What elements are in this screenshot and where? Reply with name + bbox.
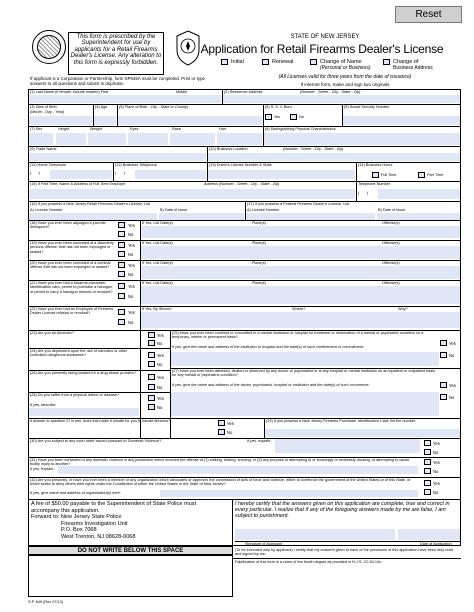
q27-hint: If yes, give the name and address of the doctor, psychiatrist, hospital or institution and the date(s) of such occurrence. <box>172 383 370 387</box>
q25-yes-label: Yes <box>449 341 456 346</box>
fed-license-label: (17) If you possess a Federal Firearms Dealer's License, List <box>247 202 350 206</box>
q28b-yes-checkbox[interactable] <box>218 420 225 426</box>
nj-license-label: (16) If you possess a New Jersey Retail Firearms Dealer's License, List <box>30 202 150 206</box>
q22-bywhom-label: If Yes, By Whom? <box>142 307 172 311</box>
nj-license-num-field[interactable] <box>29 213 157 220</box>
drivers-license-label: (13) Driver's License Number & State <box>209 163 272 167</box>
q30-yes-checkbox[interactable] <box>424 440 431 446</box>
q30-yes-label: Yes <box>433 441 440 446</box>
q21-detail-field[interactable] <box>141 286 460 304</box>
physical-field[interactable] <box>264 133 460 145</box>
q19-yes-checkbox[interactable] <box>118 242 125 248</box>
usc-no-label: No <box>299 115 304 119</box>
change-name-checkbox[interactable] <box>310 59 317 65</box>
q25-detail-field[interactable] <box>171 352 439 366</box>
trade-name-label: (9) Trade Name <box>30 147 57 151</box>
instructions-left: If applicant is a Corporation or Partnership, form SP649A must be completed. Print or type answers to all questions and submit in duplicate. <box>30 76 205 87</box>
business-tel-label: (12) Business Telephone <box>115 163 157 167</box>
usc-yes-checkbox[interactable] <box>265 114 272 120</box>
employer-tel-label: Telephone Number <box>358 182 391 186</box>
q21-place-label: Place(s) <box>252 281 266 285</box>
age-field[interactable] <box>94 116 116 125</box>
q22-why-label: Why? <box>398 307 408 311</box>
license-validity-note: (All Licenses valid for three years from the date of issuance) <box>278 74 412 80</box>
employer-field[interactable] <box>29 189 355 199</box>
height-label: Height <box>58 127 69 131</box>
form-title: Application for Retail Firearms Dealer's License <box>200 42 444 56</box>
fee-line-2: accompany this application. <box>31 507 100 514</box>
q23-no-label: No <box>157 341 163 346</box>
nj-license-num-label: A) License Number <box>30 208 63 212</box>
q28b-no-label: No <box>227 430 233 435</box>
state-heading: STATE OF NEW JERSEY <box>290 34 360 40</box>
change-name-sub: (Personal or Business) <box>320 65 371 71</box>
q18-offense-label: Offense(s) <box>382 221 400 225</box>
q32-no-label: No <box>433 490 439 495</box>
employer-tel-field[interactable] <box>378 189 460 199</box>
q20-offense-label: Offense(s) <box>382 261 400 265</box>
business-location-field[interactable] <box>208 153 460 161</box>
name-field[interactable] <box>29 95 221 103</box>
q32-no-checkbox[interactable] <box>424 489 431 495</box>
q26-no-checkbox[interactable] <box>148 384 155 390</box>
q18-no-checkbox[interactable] <box>118 231 125 237</box>
q22-no-checkbox[interactable] <box>118 319 125 325</box>
full-time-label: Full Time <box>381 173 397 177</box>
internet-form-note: If internet form, make and sign two originals <box>300 82 390 87</box>
fee-line-5: P.O. Box 7068 <box>61 527 97 534</box>
q31-hint: If yes, explain: <box>30 467 55 471</box>
q18-no-label: No <box>128 232 134 237</box>
q20-detail-field[interactable] <box>141 266 460 279</box>
falsification-text: Falsification of this form is a crime of the fourth degree as provided in N.J.S. 2C:39-10c. <box>235 560 383 564</box>
q28-no-checkbox[interactable] <box>148 404 155 410</box>
home-tel-label: (11) Home Telephone <box>30 163 67 167</box>
q24-yes-label: Yes <box>157 353 164 358</box>
q31-no-checkbox[interactable] <box>424 468 431 474</box>
certify-text: I hereby certify that the answers given on this application are complete, true and correct in every particular. I realize that if any of the foregoing answers made by me are false, I am subject to punishment. <box>235 501 450 520</box>
residence-field[interactable] <box>223 95 460 103</box>
business-tel-field[interactable] <box>135 170 206 179</box>
q22-detail-field[interactable] <box>141 312 460 328</box>
signature-field[interactable] <box>235 529 395 540</box>
q19-text: (19) Have you ever been convicted of a disorderly persons offense, that has not been expunged or sealed? <box>30 241 114 254</box>
renewal-checkbox[interactable] <box>262 59 269 65</box>
q21-no-label: No <box>128 294 134 299</box>
do-not-write-bar <box>28 546 233 555</box>
q31-yes-checkbox[interactable] <box>424 459 431 465</box>
q31-no-label: No <box>433 469 439 474</box>
q27-no-checkbox[interactable] <box>440 394 447 400</box>
q28-hint: If yes, describe <box>30 403 56 407</box>
q20-place-label: Place(s) <box>252 261 266 265</box>
q19-yes-label: Yes <box>128 243 135 248</box>
q22-where-label: Where? <box>292 307 306 311</box>
fee-line-1: A fee of $50.00 payable to the Superintendent of State Police must <box>31 501 197 507</box>
eyes-field[interactable] <box>128 133 168 145</box>
q29-text: (29) If you possess a New Jersey Firearms Purchaser Identification Card, list the number. <box>266 419 417 423</box>
q23-yes-checkbox[interactable] <box>148 332 155 338</box>
warning-box <box>68 32 164 75</box>
q18-detail-field[interactable] <box>141 226 460 238</box>
home-tel-field[interactable] <box>50 170 112 179</box>
q24-no-label: No <box>157 362 163 367</box>
q28-no-label: No <box>157 405 163 410</box>
q28-text: (28) Do you suffer from a physical defect or disease? <box>30 393 119 397</box>
q27-text: (27) Have you ever been attended, treated or observed by any doctor or psychiatrist or at any hospital or mental institution on an inpatient or outpatient basis for any mental or psychiatric condition? <box>172 369 435 378</box>
change-address-checkbox[interactable] <box>383 59 390 65</box>
fed-license-num-field[interactable] <box>246 213 375 220</box>
q26-yes-checkbox[interactable] <box>148 374 155 380</box>
q20-yes-label: Yes <box>128 263 135 268</box>
q27-no-label: No <box>449 395 455 400</box>
reset-button[interactable]: Reset <box>395 6 462 23</box>
fed-license-num-label: A) License Number <box>247 208 280 212</box>
q28b-yes-label: Yes <box>227 421 234 426</box>
q19-place-label: Place(s) <box>252 241 266 245</box>
q22-text: (22) Have you ever had an Employee of Firearms Dealer License refused or revoked? <box>30 307 114 316</box>
date-field[interactable] <box>398 529 460 540</box>
usc-yes-label: Yes <box>274 115 281 119</box>
ssn-field[interactable] <box>343 116 460 125</box>
q28-yes-label: Yes <box>157 396 164 401</box>
usc-no-checkbox[interactable] <box>290 114 297 120</box>
usc-label: (6) S. S. C Born <box>265 105 292 109</box>
date-label: Date of Application <box>420 542 452 546</box>
initial-label: Initial <box>231 59 244 65</box>
ssn-label: (9) Social Security Number <box>344 105 390 109</box>
form-number: S.P. 649 (Rev 07/13) <box>28 600 63 604</box>
q22-no-label: No <box>128 320 134 325</box>
signature-label: Signature of Applicant <box>245 542 282 546</box>
change-name-label: Change of Name <box>320 59 362 65</box>
business-location-label: (10) Business Location <box>209 147 248 151</box>
height-field[interactable] <box>56 133 86 145</box>
fed-license-date-label: B) Date of Issue <box>378 208 406 212</box>
q27-detail-field[interactable] <box>171 392 439 416</box>
q30-hint: If yes, explain: <box>247 439 272 443</box>
residence-hint: (Number - Street - City - State - Zip) <box>300 90 361 94</box>
q19-detail-field[interactable] <box>141 246 460 259</box>
q20-yes-checkbox[interactable] <box>118 262 125 268</box>
q18-date-label: If Yes, List Date(s) <box>142 221 173 225</box>
q32-yes-label: Yes <box>433 481 440 486</box>
drivers-license-field[interactable] <box>208 170 355 179</box>
state-seal <box>32 30 66 64</box>
renewal-label: Renewal <box>272 59 294 65</box>
middle-label: Middle <box>176 90 188 94</box>
q30-text: (30) Are you subject to any court order issued pursuant to Domestic Violence? <box>30 439 162 443</box>
pob-label: (5) Place of Birth - City - State or County) <box>119 105 189 109</box>
dob-field[interactable] <box>29 116 92 125</box>
physical-label: (8) Distinguishing Physical Characteristics <box>265 127 336 131</box>
q25-hint: If yes, give the name and address of the institution or hospital and the date(s) of such confinement or commitment. <box>172 345 365 349</box>
sex-label: (7) Sex <box>30 127 43 131</box>
q26-no-label: No <box>157 385 163 390</box>
q23-yes-label: Yes <box>157 333 164 338</box>
q25-no-label: No <box>449 353 455 358</box>
q19-date-label: If Yes, List Date(s) <box>142 241 173 245</box>
q31-detail-field[interactable] <box>58 466 418 474</box>
race-field[interactable] <box>170 133 215 145</box>
weight-field[interactable] <box>88 133 126 145</box>
fee-block <box>31 501 196 541</box>
q21-yes-checkbox[interactable] <box>118 283 125 289</box>
fee-line-4: Firearms Investigation Unit <box>61 520 128 527</box>
race-label: Race <box>172 127 181 131</box>
q32-detail-field[interactable] <box>160 490 418 497</box>
q19-no-label: No <box>128 252 134 257</box>
pob-field[interactable] <box>118 116 262 125</box>
q20-no-checkbox[interactable] <box>118 271 125 277</box>
last-name-label: (1) Last Name (if female, include maiden) First <box>30 90 109 94</box>
q27-yes-label: Yes <box>449 383 456 388</box>
q26-text: (26) Are you presently being treated for a drug abuse problem? <box>30 371 136 375</box>
age-label: (4) Age <box>95 105 108 109</box>
q30-no-label: No <box>433 450 439 455</box>
residence-label: (2) Residence Address <box>224 90 263 94</box>
change-address-label: Change of <box>393 59 419 65</box>
q21-text: (21) Have you ever had a firearms purchaser identification card, permit to purchase a handgun, or permit to carry a handgun refused or revoked? <box>30 281 114 294</box>
change-address-sub: Business Address <box>393 65 433 71</box>
hair-field[interactable] <box>217 133 262 145</box>
q20-date-label: If Yes, List Date(s) <box>142 261 173 265</box>
office-use-box <box>28 555 233 597</box>
q32-yes-checkbox[interactable] <box>424 480 431 486</box>
fee-line-3: Forward to: New Jersey State Police <box>31 514 122 521</box>
hair-label: Hair <box>219 127 226 131</box>
dob-hint: (Month - Day - Year) <box>30 110 65 114</box>
q19-no-checkbox[interactable] <box>118 251 125 257</box>
eyes-label: Eyes <box>130 127 139 131</box>
q23-text: (23) Are you an Alcoholic? <box>30 331 75 335</box>
nj-license-date-label: B) Date of Issue <box>160 208 188 212</box>
q19-offense-label: Offense(s) <box>382 241 400 245</box>
q29-field[interactable] <box>265 429 460 437</box>
business-hours-label: (14) Business Hours <box>358 163 393 167</box>
initial-checkbox[interactable] <box>221 59 228 65</box>
q25-yes-checkbox[interactable] <box>440 340 447 346</box>
q21-offense-label: Offense(s) <box>382 281 400 285</box>
q32-hint: If yes, give name and address of organization(s) here: <box>30 491 121 495</box>
q18-place-label: Place(s) <box>252 221 266 225</box>
sex-field[interactable] <box>29 133 53 145</box>
q31-text: (31) Have you been convicted of any domestic violence in any jurisdiction which involved the offense of (1) striking, kicking, shoving, or (2) any purpose or attempting to or knowingly or recklessly causing, or attempting to cause bodily injury to another? <box>30 458 410 467</box>
q28-yes-checkbox[interactable] <box>148 395 155 401</box>
q24-text: (24) Are you dependent upon the use of narcotics or other controlled dangerous substance? <box>30 349 128 358</box>
trade-name-field[interactable] <box>29 153 206 161</box>
business-location-hint: (Number - Street - City - State - Zip) <box>283 147 344 151</box>
fed-license-date-field[interactable] <box>377 213 460 220</box>
do-not-write-label: DO NOT WRITE BELOW THIS SPACE <box>77 548 184 554</box>
q28b-no-checkbox[interactable] <box>218 429 225 435</box>
weight-label: Weight <box>90 127 102 131</box>
q22-yes-label: Yes <box>128 310 135 315</box>
q21-yes-label: Yes <box>128 284 135 289</box>
q20-no-label: No <box>128 272 134 277</box>
fee-line-6: West Trenton, NJ 08628-0068 <box>61 533 136 540</box>
q26-yes-label: Yes <box>157 375 164 380</box>
q22-yes-checkbox[interactable] <box>118 309 125 315</box>
q30-detail-field[interactable] <box>275 439 420 453</box>
q21-date-label: If Yes, List Date(s) <box>142 281 173 285</box>
part-time-label: Part Time <box>427 173 444 177</box>
q32-text: (32) Are you presently, or have you ever been a member of any organization which advocates or approves the commission of acts of force and violence, either to overthrow the government of the United States or of this State, or which seeks to deny others their rights under the Constitution of either the United States or the State of New Jersey? <box>30 478 411 487</box>
q25-no-checkbox[interactable] <box>440 352 447 358</box>
dob-label: (3) Date of Birth <box>30 105 57 109</box>
sworn-text: (To be executed only by applicant) I certify that my answers given to each of the provisions of this application have been duly read and signed by me. <box>235 548 453 557</box>
q25-text: (25) Have you ever been confined or committed to a mental institution or hospital for treatment or observation of a mental or psychiatric condition on a temporary, interim or permanent basis? <box>172 331 424 340</box>
q31-yes-label: Yes <box>433 460 440 465</box>
q18-yes-checkbox[interactable] <box>118 222 125 228</box>
warning-text: This form is prescribed by the Superintendent for use by applicants for a Retail Firearms Dealer's License. Any alteration to this form is expressly forbidden. <box>70 34 162 66</box>
q18-yes-label: Yes <box>128 223 135 228</box>
q28-detail-field[interactable] <box>29 408 139 416</box>
employer-address-hint: Address (Number - Street - City - State - Zip) <box>204 182 280 186</box>
q30-no-checkbox[interactable] <box>424 449 431 455</box>
q24-yes-checkbox[interactable] <box>148 352 155 358</box>
q23-no-checkbox[interactable] <box>148 340 155 346</box>
nj-license-date-field[interactable] <box>159 213 244 220</box>
q24-no-checkbox[interactable] <box>148 361 155 367</box>
part-time-checkbox[interactable] <box>418 172 425 178</box>
q21-no-checkbox[interactable] <box>118 293 125 299</box>
q27-yes-checkbox[interactable] <box>440 382 447 388</box>
q20-text: (20) Have you ever been convicted of a criminal offense that has not been expunged or sealed? <box>30 261 111 270</box>
q18-text: (18) Have you ever been adjudged a juvenile delinquent? <box>30 221 106 230</box>
employer-label: (15) If Part Time, Name & Address of Full Time Employer <box>30 182 126 186</box>
q28b-text: If answer to question 27 is yes, does this make it unsafe for you to handle firearms? <box>30 419 171 423</box>
full-time-checkbox[interactable] <box>372 172 379 178</box>
